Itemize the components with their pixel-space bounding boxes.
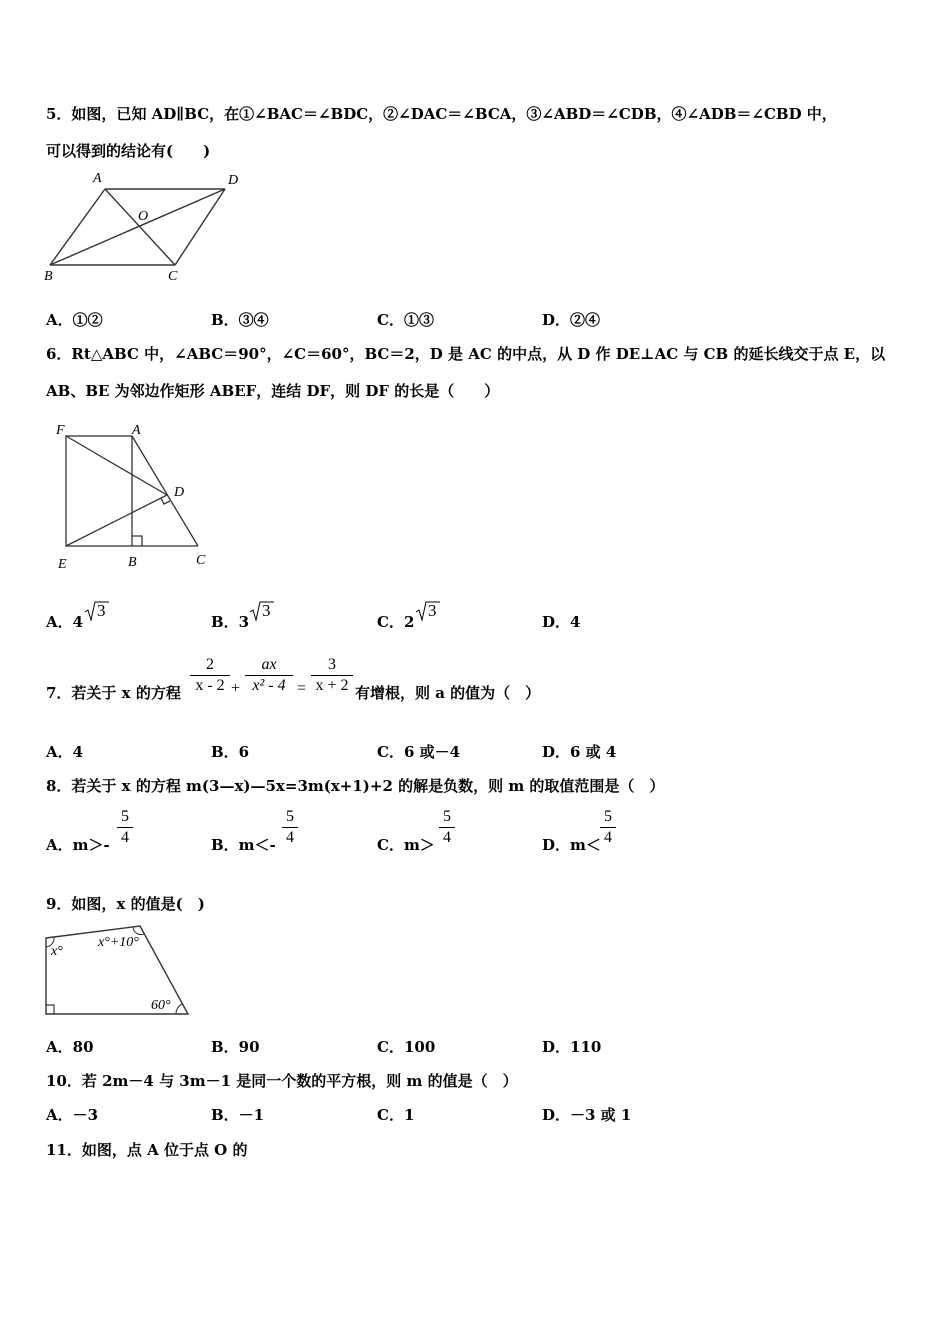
- q8-stem: 8．若关于 x 的方程 m(3—x)—5x=3m(x+1)+2 的解是负数，则 m 的取值范围是（ ）: [46, 777, 665, 795]
- q8-option-b-fraction: [282, 808, 298, 847]
- q6-option-c[interactable]: [377, 611, 414, 632]
- q6-option-a[interactable]: [46, 611, 83, 632]
- q6-option-c-label: C．2: [377, 613, 415, 631]
- q7-frac3-numerator: 3: [311, 656, 353, 676]
- q10-option-d[interactable]: D．－3 或 1: [542, 1106, 632, 1124]
- q5-option-a[interactable]: A．①②: [46, 311, 103, 329]
- q7-frac2-denominator: x² - 4: [252, 677, 286, 694]
- q7-option-d[interactable]: D．6 或 4: [542, 743, 617, 761]
- q5-option-c[interactable]: C．①③: [377, 311, 434, 329]
- q8-option-c[interactable]: C．m＞: [377, 836, 435, 854]
- q5-label-o: O: [138, 209, 149, 224]
- q7-plus-sign: +: [231, 680, 241, 697]
- q9-quadrilateral-figure: [40, 918, 200, 1023]
- q5-stem-line1: 5．如图，已知 AD∥BC，在①∠BAC＝∠BDC，②∠DAC＝∠BCA，③∠ABD＝∠CDB，④∠ADB＝∠CBD 中，: [46, 105, 837, 123]
- q5-stem-line2: 可以得到的结论有( ): [46, 142, 211, 160]
- q6-label-b: B: [128, 555, 137, 570]
- q5-label-b: B: [44, 269, 53, 284]
- q7-fraction-2: [245, 656, 293, 695]
- q6-label-d: D: [174, 485, 185, 500]
- q8-option-a-num: 5: [117, 808, 133, 828]
- q8-option-b[interactable]: B．m＜-: [211, 836, 276, 854]
- q6-stem-line2: AB、BE 为邻边作矩形 ABEF，连结 DF，则 DF 的长是（ ）: [46, 382, 500, 400]
- q8-option-a-den: 4: [121, 829, 129, 846]
- q8-option-c-den: 4: [443, 829, 451, 846]
- q5-parallelogram-figure: [40, 168, 250, 283]
- q9-option-d[interactable]: D．110: [542, 1038, 602, 1056]
- q8-option-d[interactable]: D．m＜: [542, 836, 601, 854]
- q6-option-a-label: A．4: [46, 613, 84, 631]
- q7-option-a[interactable]: A．4: [46, 743, 84, 761]
- q6-option-b-label: B．3: [211, 613, 250, 631]
- q11-stem: 11．如图，点 A 位于点 O 的: [46, 1141, 248, 1159]
- q10-option-c[interactable]: C．1: [377, 1106, 415, 1124]
- q6-option-d-label: D．4: [542, 613, 581, 631]
- q6-option-b[interactable]: [211, 611, 249, 632]
- q6-option-d[interactable]: [542, 611, 580, 632]
- q6-option-c-radicand: 3: [428, 601, 437, 620]
- q5-label-d: D: [228, 173, 239, 188]
- q7-frac3-denominator: x + 2: [315, 677, 349, 694]
- q9-option-a[interactable]: A．80: [46, 1038, 94, 1056]
- q8-option-a[interactable]: A．m＞-: [46, 836, 110, 854]
- q9-option-c[interactable]: C．100: [377, 1038, 436, 1056]
- q7-option-b[interactable]: B．6: [211, 743, 250, 761]
- q10-option-b[interactable]: B．－1: [211, 1106, 265, 1124]
- q5-label-a: A: [93, 171, 102, 186]
- q7-frac1-denominator: x - 2: [195, 677, 225, 694]
- q8-option-d-fraction: [600, 808, 616, 847]
- q7-stem-suffix: 有增根，则 a 的值为（ ）: [355, 684, 541, 702]
- q8-option-b-den: 4: [286, 829, 294, 846]
- q8-option-c-fraction: [439, 808, 455, 847]
- q7-equals-sign: =: [297, 680, 307, 697]
- q6-label-e: E: [58, 557, 67, 572]
- q6-option-b-radicand: 3: [262, 601, 271, 620]
- q6-rectangle-figure: [50, 420, 220, 575]
- q8-option-b-num: 5: [282, 808, 298, 828]
- q6-stem-line1: 6．Rt△ABC 中，∠ABC＝90°，∠C＝60°，BC＝2，D 是 AC 的中点，从 D 作 DE⊥AC 与 CB 的延长线交于点 E，以: [46, 345, 886, 363]
- q7-frac2-numerator: ax: [245, 656, 293, 676]
- q7-frac1-numerator: 2: [190, 656, 230, 676]
- q9-label-60: 60°: [151, 998, 171, 1013]
- q8-option-c-num: 5: [439, 808, 455, 828]
- q5-option-b[interactable]: B．③④: [211, 311, 269, 329]
- q6-label-a: A: [132, 423, 141, 438]
- q6-label-f: F: [56, 423, 65, 438]
- q9-label-x-plus-10: x°+10°: [98, 935, 139, 950]
- q8-option-d-num: 5: [600, 808, 616, 828]
- q6-label-c: C: [196, 553, 206, 568]
- q10-stem: 10．若 2m－4 与 3m－1 是同一个数的平方根，则 m 的值是（ ）: [46, 1072, 518, 1090]
- q8-option-d-den: 4: [604, 829, 612, 846]
- q6-option-a-radicand: 3: [97, 601, 106, 620]
- q7-option-c[interactable]: C．6 或－4: [377, 743, 461, 761]
- q9-option-b[interactable]: B．90: [211, 1038, 260, 1056]
- q5-label-c: C: [168, 269, 178, 284]
- q9-stem: 9．如图，x 的值是( ): [46, 895, 205, 913]
- q7-stem-prefix: 7．若关于 x 的方程: [46, 684, 181, 702]
- q7-fraction-3: [311, 656, 353, 695]
- q10-option-a[interactable]: A．－3: [46, 1106, 99, 1124]
- q9-label-x: x°: [51, 944, 63, 959]
- q8-option-a-fraction: [117, 808, 133, 847]
- q7-fraction-1: [190, 656, 230, 695]
- q5-option-d[interactable]: D．②④: [542, 311, 601, 329]
